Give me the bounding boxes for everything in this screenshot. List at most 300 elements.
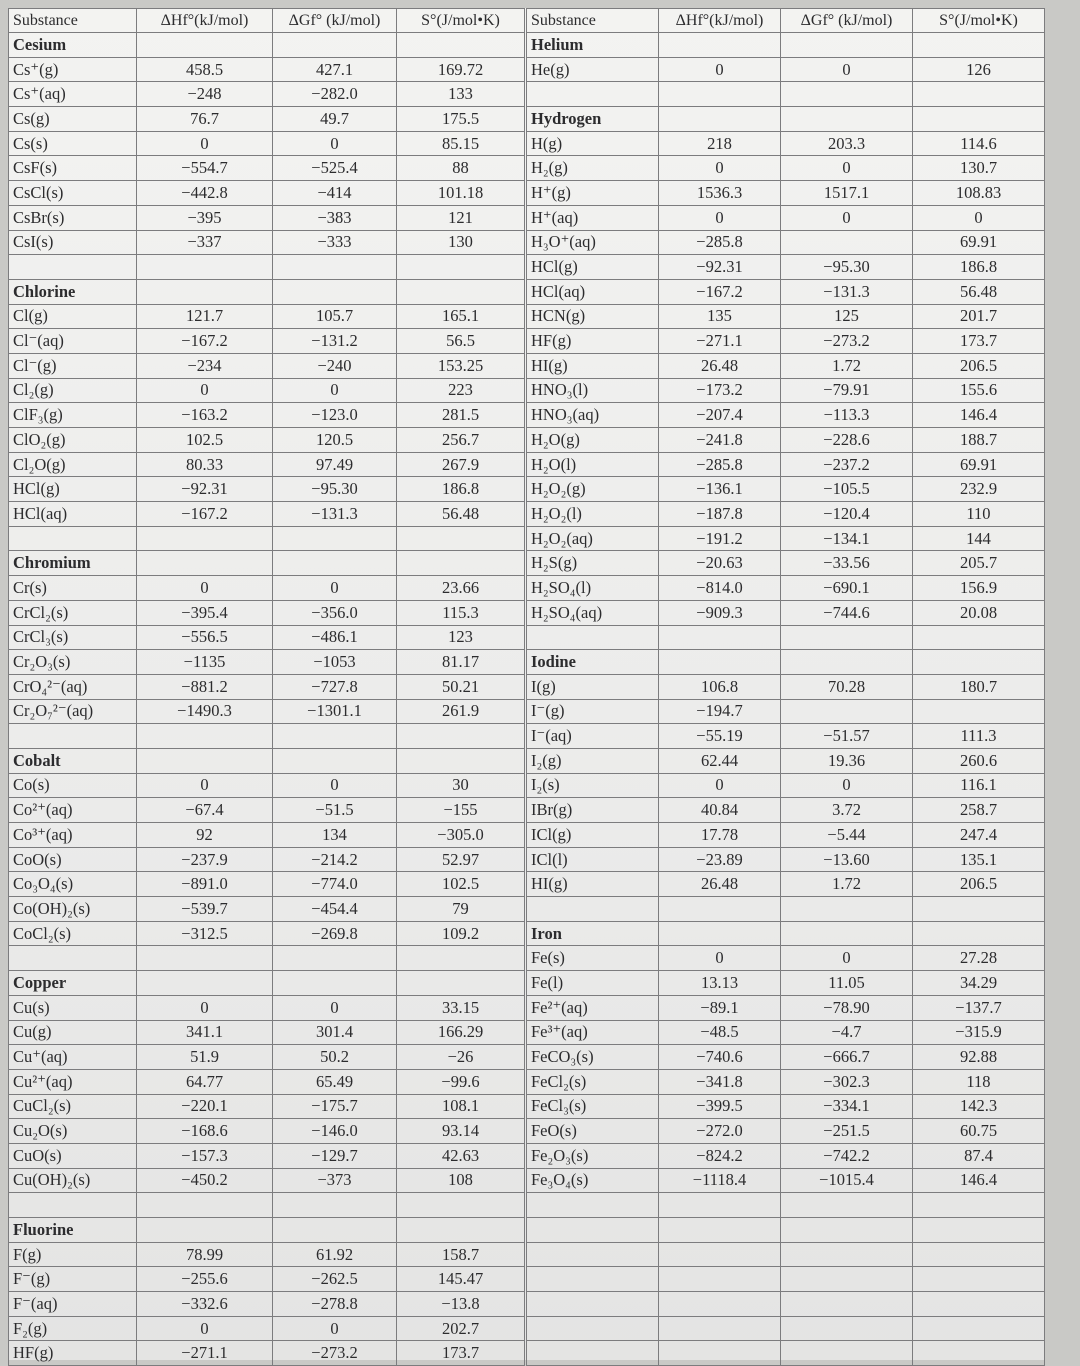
- enthalpy-value: −337: [137, 230, 273, 255]
- entropy-value: 115.3: [397, 600, 525, 625]
- substance-name: F⁻(g): [9, 1267, 137, 1292]
- enthalpy-value: [659, 1193, 781, 1218]
- entropy-value: 101.18: [397, 181, 525, 206]
- entropy-value: [397, 255, 525, 280]
- entropy-value: 173.7: [397, 1341, 525, 1366]
- entropy-value: [913, 1218, 1045, 1243]
- gibbs-value: 427.1: [273, 57, 397, 82]
- enthalpy-value: −312.5: [137, 921, 273, 946]
- entropy-value: 52.97: [397, 847, 525, 872]
- enthalpy-value: [137, 526, 273, 551]
- substance-name: [527, 625, 659, 650]
- entropy-value: [913, 699, 1045, 724]
- gibbs-value: 0: [273, 576, 397, 601]
- gibbs-value: −744.6: [781, 600, 913, 625]
- entropy-value: [913, 1316, 1045, 1341]
- enthalpy-value: 1536.3: [659, 181, 781, 206]
- enthalpy-value: 0: [137, 773, 273, 798]
- entropy-value: [913, 1267, 1045, 1292]
- substance-name: Cu(g): [9, 1020, 137, 1045]
- table-row: [527, 1267, 1045, 1292]
- substance-name: CoCl₂(s): [9, 921, 137, 946]
- substance-name: Cs⁺(g): [9, 57, 137, 82]
- section-title: Chromium: [9, 551, 137, 576]
- table-row: [9, 477, 525, 502]
- entropy-value: 34.29: [913, 971, 1045, 996]
- substance-name: HCN(g): [527, 304, 659, 329]
- enthalpy-value: −163.2: [137, 403, 273, 428]
- substance-name: Cs⁺(aq): [9, 82, 137, 107]
- entropy-value: 121: [397, 205, 525, 230]
- gibbs-value: 125: [781, 304, 913, 329]
- substance-name: H₂O(l): [527, 452, 659, 477]
- enthalpy-value: 106.8: [659, 674, 781, 699]
- header-substance: Substance: [527, 9, 659, 33]
- substance-name: [9, 946, 137, 971]
- substance-name: CrCl₂(s): [9, 600, 137, 625]
- substance-name: Co(s): [9, 773, 137, 798]
- entropy-value: 111.3: [913, 724, 1045, 749]
- substance-name: H₂O₂(aq): [527, 526, 659, 551]
- gibbs-value: −454.4: [273, 897, 397, 922]
- substance-name: I₂(s): [527, 773, 659, 798]
- gibbs-value: 134: [273, 823, 397, 848]
- entropy-value: 123: [397, 625, 525, 650]
- entropy-value: 50.21: [397, 674, 525, 699]
- enthalpy-value: [659, 107, 781, 132]
- table-row: [9, 847, 525, 872]
- gibbs-value: [781, 897, 913, 922]
- gibbs-value: [781, 1292, 913, 1317]
- table-row: [527, 971, 1045, 996]
- gibbs-value: −228.6: [781, 428, 913, 453]
- enthalpy-value: −891.0: [137, 872, 273, 897]
- gibbs-value: −95.30: [273, 477, 397, 502]
- enthalpy-value: 13.13: [659, 971, 781, 996]
- gibbs-value: [273, 748, 397, 773]
- substance-name: Cu₂O(s): [9, 1119, 137, 1144]
- table-row: [527, 625, 1045, 650]
- entropy-value: 130: [397, 230, 525, 255]
- substance-name: Cs(s): [9, 131, 137, 156]
- substance-name: [527, 82, 659, 107]
- enthalpy-value: [659, 33, 781, 58]
- entropy-value: 118: [913, 1069, 1045, 1094]
- enthalpy-value: 17.78: [659, 823, 781, 848]
- entropy-value: 186.8: [397, 477, 525, 502]
- entropy-value: 102.5: [397, 872, 525, 897]
- section-title: Hydrogen: [527, 107, 659, 132]
- entropy-value: 85.15: [397, 131, 525, 156]
- enthalpy-value: −881.2: [137, 674, 273, 699]
- enthalpy-value: −234: [137, 353, 273, 378]
- enthalpy-value: 92: [137, 823, 273, 848]
- table-row: [527, 995, 1045, 1020]
- enthalpy-value: [137, 255, 273, 280]
- substance-name: CrO₄²⁻(aq): [9, 674, 137, 699]
- table-row: [527, 1292, 1045, 1317]
- table-row: [527, 353, 1045, 378]
- substance-name: I⁻(aq): [527, 724, 659, 749]
- entropy-value: 81.17: [397, 650, 525, 675]
- thermo-table-left: [8, 8, 525, 1366]
- header-enthalpy: ΔHf°(kJ/mol): [137, 9, 273, 33]
- entropy-value: 201.7: [913, 304, 1045, 329]
- substance-name: [527, 1242, 659, 1267]
- entropy-value: 27.28: [913, 946, 1045, 971]
- entropy-value: [913, 897, 1045, 922]
- table-row: [9, 921, 525, 946]
- section-title: Copper: [9, 971, 137, 996]
- section-title: Fluorine: [9, 1218, 137, 1243]
- gibbs-value: [273, 551, 397, 576]
- gibbs-value: 301.4: [273, 1020, 397, 1045]
- enthalpy-value: −271.1: [659, 329, 781, 354]
- enthalpy-value: −395.4: [137, 600, 273, 625]
- table-row: [9, 107, 525, 132]
- enthalpy-value: −67.4: [137, 798, 273, 823]
- table-row: [527, 1069, 1045, 1094]
- substance-name: H₂O₂(l): [527, 502, 659, 527]
- gibbs-value: −79.91: [781, 378, 913, 403]
- table-row: [527, 502, 1045, 527]
- enthalpy-value: −539.7: [137, 897, 273, 922]
- entropy-value: 56.48: [397, 502, 525, 527]
- substance-name: HI(g): [527, 872, 659, 897]
- entropy-value: [397, 526, 525, 551]
- gibbs-value: −333: [273, 230, 397, 255]
- table-row: [527, 1045, 1045, 1070]
- enthalpy-value: −194.7: [659, 699, 781, 724]
- enthalpy-value: [659, 1292, 781, 1317]
- gibbs-value: [273, 279, 397, 304]
- entropy-value: −155: [397, 798, 525, 823]
- substance-name: H₂O₂(g): [527, 477, 659, 502]
- substance-name: Fe₃O₄(s): [527, 1168, 659, 1193]
- enthalpy-value: 78.99: [137, 1242, 273, 1267]
- entropy-value: 116.1: [913, 773, 1045, 798]
- enthalpy-value: −241.8: [659, 428, 781, 453]
- entropy-value: 188.7: [913, 428, 1045, 453]
- gibbs-value: −175.7: [273, 1094, 397, 1119]
- gibbs-value: −240: [273, 353, 397, 378]
- enthalpy-value: 102.5: [137, 428, 273, 453]
- substance-name: [527, 1316, 659, 1341]
- enthalpy-value: 76.7: [137, 107, 273, 132]
- gibbs-value: −4.7: [781, 1020, 913, 1045]
- enthalpy-value: −285.8: [659, 230, 781, 255]
- entropy-value: [913, 1341, 1045, 1366]
- table-row: [9, 205, 525, 230]
- enthalpy-value: 458.5: [137, 57, 273, 82]
- entropy-value: 109.2: [397, 921, 525, 946]
- substance-name: HCl(g): [9, 477, 137, 502]
- entropy-value: 205.7: [913, 551, 1045, 576]
- gibbs-value: 120.5: [273, 428, 397, 453]
- substance-name: FeCl₂(s): [527, 1069, 659, 1094]
- table-row: [527, 181, 1045, 206]
- entropy-value: 93.14: [397, 1119, 525, 1144]
- substance-name: Co(OH)₂(s): [9, 897, 137, 922]
- gibbs-value: [273, 946, 397, 971]
- substance-name: CsF(s): [9, 156, 137, 181]
- table-row: [9, 576, 525, 601]
- gibbs-value: [781, 1242, 913, 1267]
- substance-name: Cs(g): [9, 107, 137, 132]
- gibbs-value: −237.2: [781, 452, 913, 477]
- entropy-value: 247.4: [913, 823, 1045, 848]
- enthalpy-value: −20.63: [659, 551, 781, 576]
- entropy-value: 144: [913, 526, 1045, 551]
- gibbs-value: [273, 1193, 397, 1218]
- substance-name: Cl(g): [9, 304, 137, 329]
- table-row: [527, 823, 1045, 848]
- gibbs-value: −129.7: [273, 1143, 397, 1168]
- gibbs-value: −373: [273, 1168, 397, 1193]
- enthalpy-value: −814.0: [659, 576, 781, 601]
- enthalpy-value: −740.6: [659, 1045, 781, 1070]
- substance-name: Cu(OH)₂(s): [9, 1168, 137, 1193]
- entropy-value: [397, 1193, 525, 1218]
- entropy-value: 56.5: [397, 329, 525, 354]
- substance-name: [527, 897, 659, 922]
- table-row: [9, 1119, 525, 1144]
- enthalpy-value: −55.19: [659, 724, 781, 749]
- substance-name: Cu(s): [9, 995, 137, 1020]
- table-row: [9, 378, 525, 403]
- table-row: [527, 82, 1045, 107]
- gibbs-value: −666.7: [781, 1045, 913, 1070]
- enthalpy-value: [659, 1316, 781, 1341]
- entropy-value: 126: [913, 57, 1045, 82]
- table-row: [9, 1193, 525, 1218]
- substance-name: ICl(l): [527, 847, 659, 872]
- gibbs-value: 97.49: [273, 452, 397, 477]
- substance-name: CoO(s): [9, 847, 137, 872]
- gibbs-value: 11.05: [781, 971, 913, 996]
- gibbs-value: 61.92: [273, 1242, 397, 1267]
- table-row: [527, 773, 1045, 798]
- entropy-value: 135.1: [913, 847, 1045, 872]
- table-row: [9, 230, 525, 255]
- entropy-value: 256.7: [397, 428, 525, 453]
- entropy-value: −315.9: [913, 1020, 1045, 1045]
- table-row: [9, 699, 525, 724]
- gibbs-value: [273, 33, 397, 58]
- entropy-value: [397, 971, 525, 996]
- gibbs-value: 0: [273, 995, 397, 1020]
- substance-name: HCl(aq): [9, 502, 137, 527]
- gibbs-value: [781, 625, 913, 650]
- substance-name: CuCl₂(s): [9, 1094, 137, 1119]
- section-row: [9, 551, 525, 576]
- entropy-value: 146.4: [913, 1168, 1045, 1193]
- gibbs-value: [781, 1193, 913, 1218]
- entropy-value: 155.6: [913, 378, 1045, 403]
- section-title: Cobalt: [9, 748, 137, 773]
- table-body-right: [527, 33, 1045, 1366]
- substance-name: [9, 526, 137, 551]
- gibbs-value: 203.3: [781, 131, 913, 156]
- substance-name: Cl⁻(aq): [9, 329, 137, 354]
- entropy-value: 42.63: [397, 1143, 525, 1168]
- gibbs-value: −414: [273, 181, 397, 206]
- gibbs-value: 1.72: [781, 872, 913, 897]
- enthalpy-value: −556.5: [137, 625, 273, 650]
- entropy-value: [913, 650, 1045, 675]
- enthalpy-value: −136.1: [659, 477, 781, 502]
- gibbs-value: 0: [781, 156, 913, 181]
- entropy-value: 79: [397, 897, 525, 922]
- enthalpy-value: [137, 279, 273, 304]
- table-row: [527, 1020, 1045, 1045]
- entropy-value: 114.6: [913, 131, 1045, 156]
- substance-name: HCl(g): [527, 255, 659, 280]
- table-row: [9, 1242, 525, 1267]
- entropy-value: 108.83: [913, 181, 1045, 206]
- enthalpy-value: −207.4: [659, 403, 781, 428]
- substance-name: ClO₂(g): [9, 428, 137, 453]
- enthalpy-value: 0: [659, 57, 781, 82]
- gibbs-value: 70.28: [781, 674, 913, 699]
- entropy-value: 69.91: [913, 452, 1045, 477]
- entropy-value: 0: [913, 205, 1045, 230]
- entropy-value: 92.88: [913, 1045, 1045, 1070]
- entropy-value: −99.6: [397, 1069, 525, 1094]
- enthalpy-value: −341.8: [659, 1069, 781, 1094]
- gibbs-value: −5.44: [781, 823, 913, 848]
- substance-name: HNO₃(l): [527, 378, 659, 403]
- entropy-value: 60.75: [913, 1119, 1045, 1144]
- gibbs-value: [273, 971, 397, 996]
- enthalpy-value: −187.8: [659, 502, 781, 527]
- substance-name: Fe²⁺(aq): [527, 995, 659, 1020]
- enthalpy-value: [137, 1218, 273, 1243]
- gibbs-value: −13.60: [781, 847, 913, 872]
- entropy-value: 33.15: [397, 995, 525, 1020]
- substance-name: CsBr(s): [9, 205, 137, 230]
- enthalpy-value: −271.1: [137, 1341, 273, 1366]
- header-gibbs: ΔGf° (kJ/mol): [781, 9, 913, 33]
- gibbs-value: [273, 526, 397, 551]
- enthalpy-value: 0: [137, 995, 273, 1020]
- substance-name: Fe(l): [527, 971, 659, 996]
- substance-name: CuO(s): [9, 1143, 137, 1168]
- entropy-value: [913, 921, 1045, 946]
- table-row: [9, 255, 525, 280]
- enthalpy-value: [137, 748, 273, 773]
- table-row: [527, 329, 1045, 354]
- entropy-value: 20.08: [913, 600, 1045, 625]
- section-row: [527, 33, 1045, 58]
- gibbs-value: −113.3: [781, 403, 913, 428]
- substance-name: [527, 1193, 659, 1218]
- substance-name: Co²⁺(aq): [9, 798, 137, 823]
- table-row: [527, 205, 1045, 230]
- section-row: [527, 921, 1045, 946]
- enthalpy-value: −285.8: [659, 452, 781, 477]
- entropy-value: −26: [397, 1045, 525, 1070]
- entropy-value: 175.5: [397, 107, 525, 132]
- table-row: [9, 823, 525, 848]
- enthalpy-value: 62.44: [659, 748, 781, 773]
- enthalpy-value: −89.1: [659, 995, 781, 1020]
- entropy-value: [397, 946, 525, 971]
- substance-name: He(g): [527, 57, 659, 82]
- gibbs-value: [781, 921, 913, 946]
- entropy-value: 206.5: [913, 872, 1045, 897]
- substance-name: H₂S(g): [527, 551, 659, 576]
- table-row: [9, 872, 525, 897]
- enthalpy-value: 341.1: [137, 1020, 273, 1045]
- table-row: [527, 1242, 1045, 1267]
- gibbs-value: −51.57: [781, 724, 913, 749]
- entropy-value: [397, 551, 525, 576]
- section-row: [9, 33, 525, 58]
- table-row: [527, 748, 1045, 773]
- gibbs-value: −273.2: [781, 329, 913, 354]
- entropy-value: 173.7: [913, 329, 1045, 354]
- enthalpy-value: −1118.4: [659, 1168, 781, 1193]
- substance-name: I⁻(g): [527, 699, 659, 724]
- gibbs-value: −134.1: [781, 526, 913, 551]
- entropy-value: 108: [397, 1168, 525, 1193]
- table-row: [527, 600, 1045, 625]
- enthalpy-value: −255.6: [137, 1267, 273, 1292]
- table-row: [527, 798, 1045, 823]
- substance-name: I(g): [527, 674, 659, 699]
- table-row: [9, 600, 525, 625]
- entropy-value: 158.7: [397, 1242, 525, 1267]
- header-row: [527, 9, 1045, 33]
- substance-name: Cr₂O₇²⁻(aq): [9, 699, 137, 724]
- gibbs-value: 0: [273, 378, 397, 403]
- header-gibbs: ΔGf° (kJ/mol): [273, 9, 397, 33]
- gibbs-value: −33.56: [781, 551, 913, 576]
- section-row: [527, 650, 1045, 675]
- enthalpy-value: [659, 921, 781, 946]
- substance-name: HCl(aq): [527, 279, 659, 304]
- substance-name: H⁺(g): [527, 181, 659, 206]
- gibbs-value: −251.5: [781, 1119, 913, 1144]
- substance-name: H₃O⁺(aq): [527, 230, 659, 255]
- gibbs-value: −383: [273, 205, 397, 230]
- entropy-value: 166.29: [397, 1020, 525, 1045]
- gibbs-value: −273.2: [273, 1341, 397, 1366]
- thermo-table-right: [526, 8, 1045, 1366]
- gibbs-value: −690.1: [781, 576, 913, 601]
- substance-name: H(g): [527, 131, 659, 156]
- enthalpy-value: 26.48: [659, 353, 781, 378]
- table-row: [9, 625, 525, 650]
- table-row: [9, 1267, 525, 1292]
- table-row: [527, 477, 1045, 502]
- entropy-value: 30: [397, 773, 525, 798]
- enthalpy-value: −23.89: [659, 847, 781, 872]
- gibbs-value: [781, 82, 913, 107]
- section-row: [9, 971, 525, 996]
- enthalpy-value: 0: [659, 773, 781, 798]
- substance-name: Fe³⁺(aq): [527, 1020, 659, 1045]
- table-row: [527, 526, 1045, 551]
- section-row: [527, 107, 1045, 132]
- entropy-value: 165.1: [397, 304, 525, 329]
- entropy-value: 153.25: [397, 353, 525, 378]
- gibbs-value: [781, 650, 913, 675]
- substance-name: [9, 1193, 137, 1218]
- substance-name: [527, 1267, 659, 1292]
- section-title: Cesium: [9, 33, 137, 58]
